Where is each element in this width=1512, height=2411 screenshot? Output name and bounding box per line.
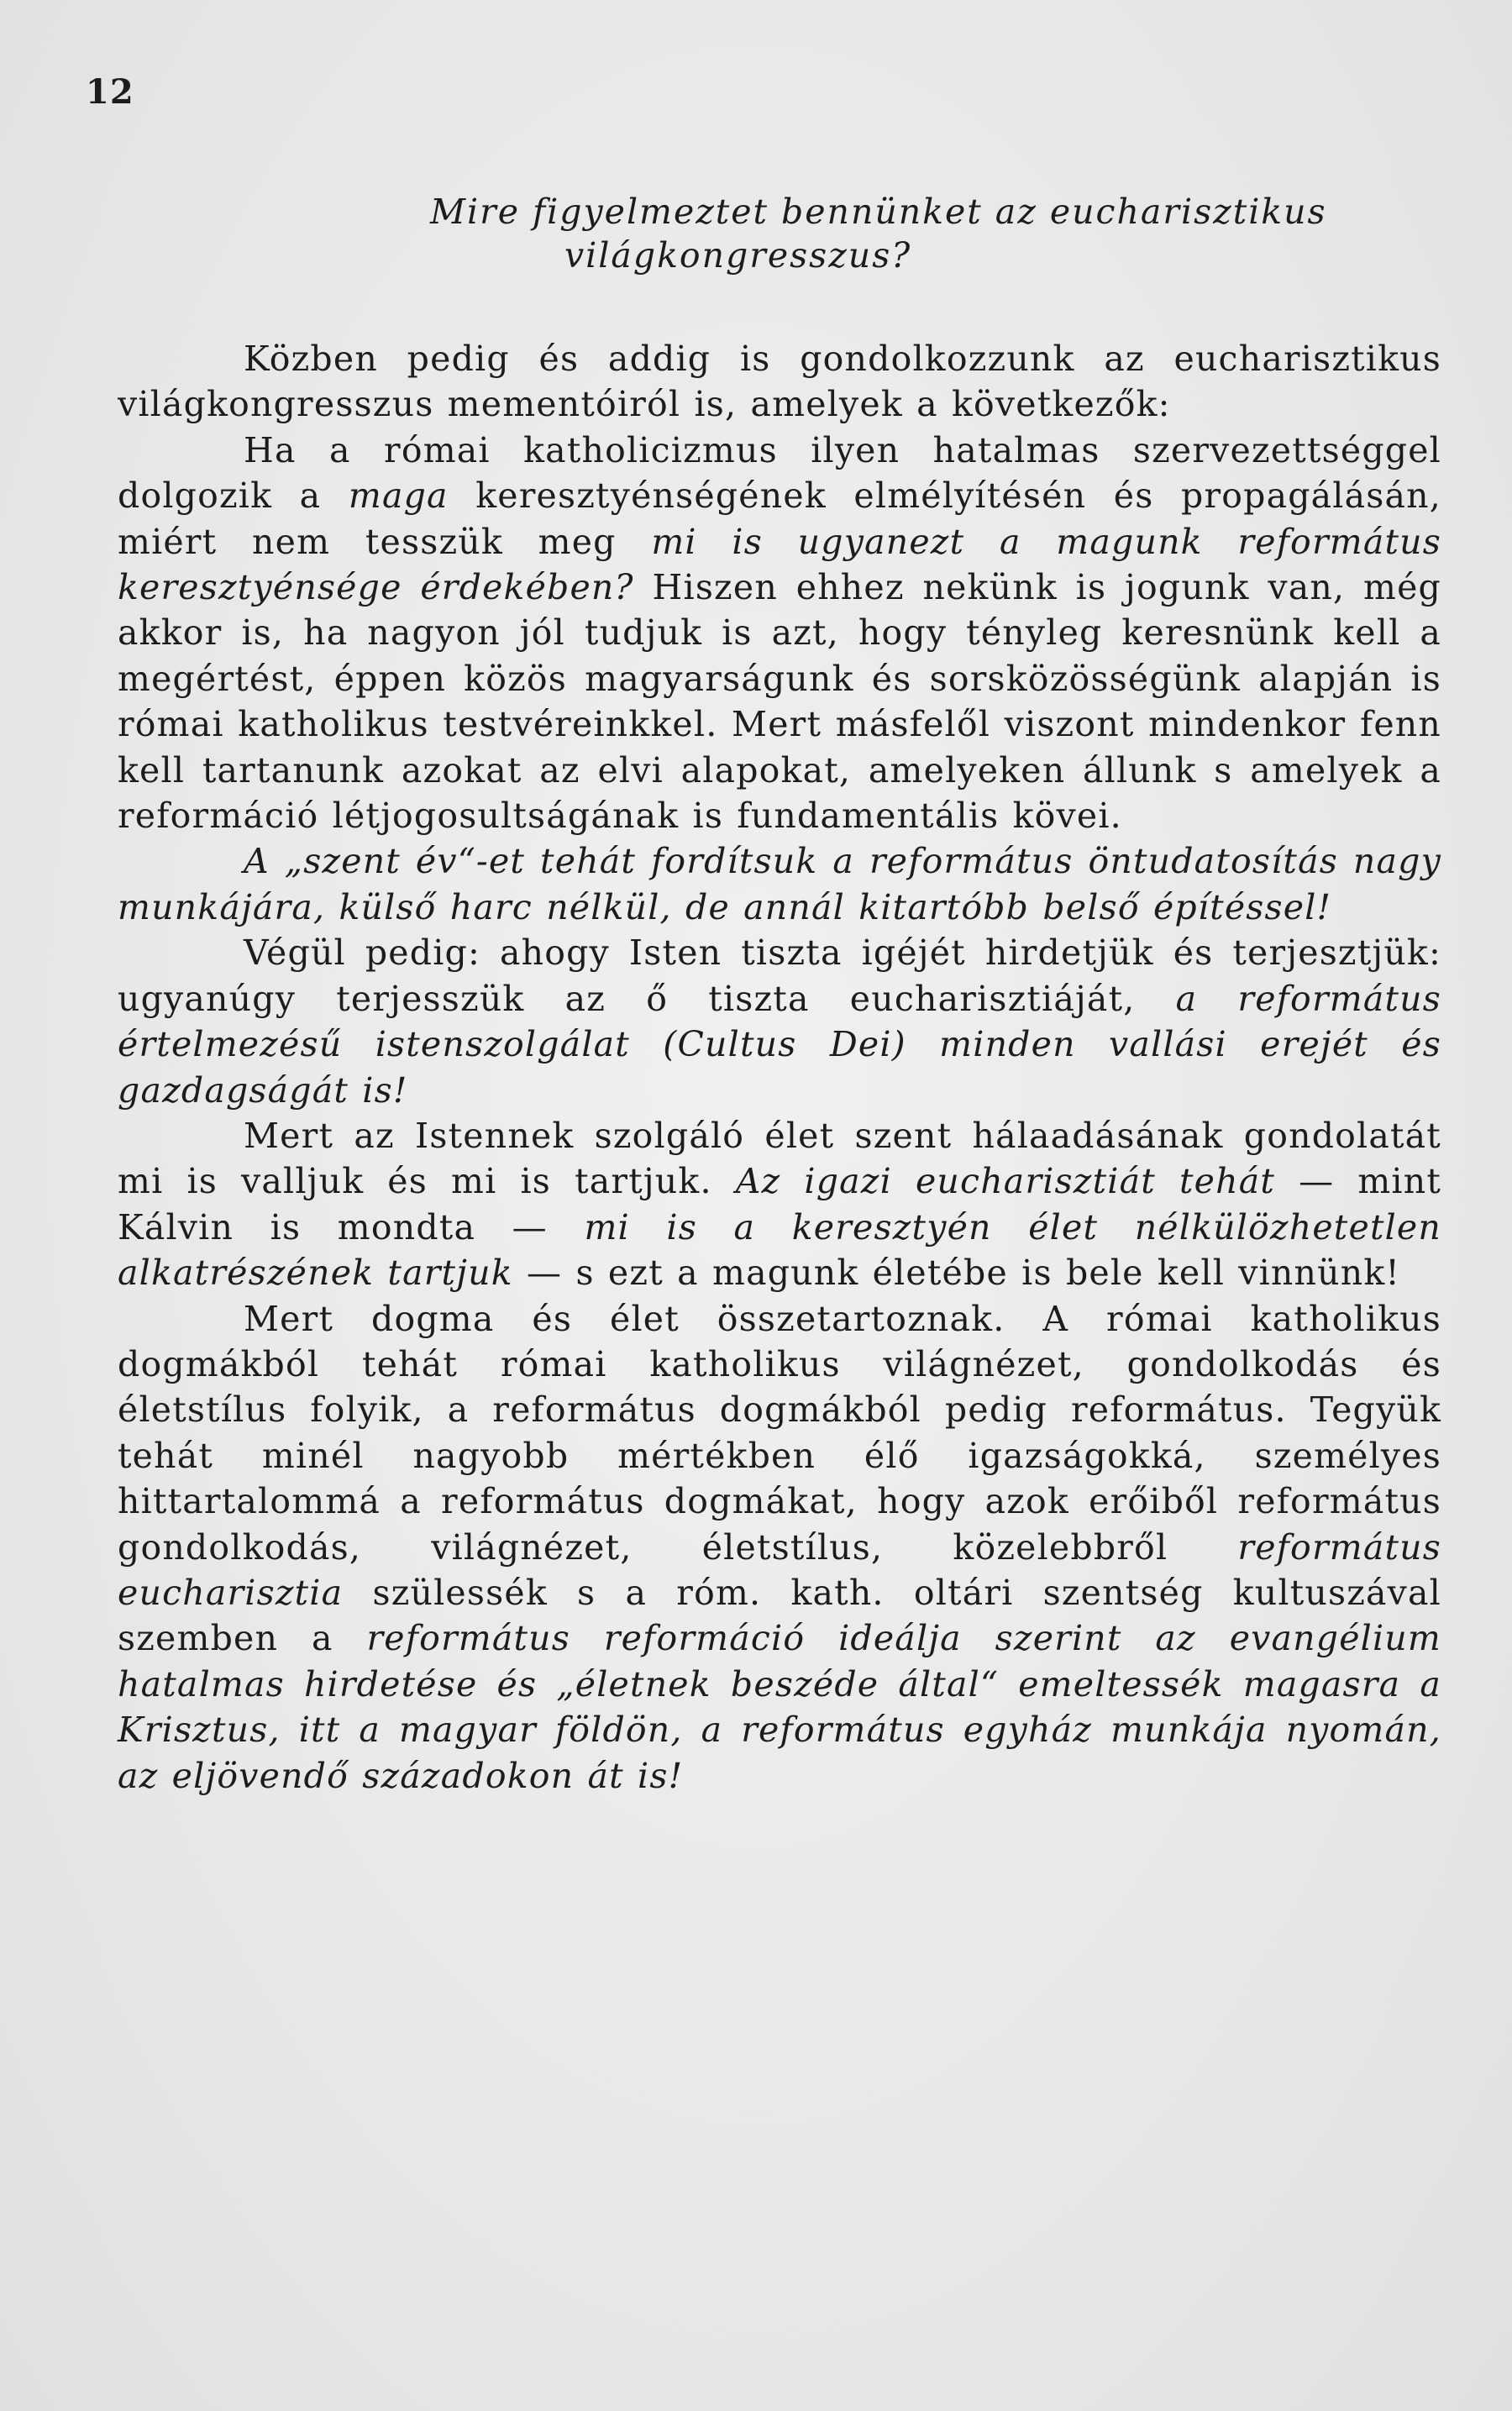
italic-run: maga xyxy=(348,475,449,517)
italic-run: a református értelmezésű istenszolgálat (Cultus Dei) minden vallási erejét és gazdagságát is! xyxy=(118,978,1441,1111)
section-heading xyxy=(430,190,1472,277)
italic-run: református reformáció ideálja szerint az evangélium hatalmas hirdetése és „életnek beszéde által“ emeltessék magasra a Krisztus, itt a magyar földön, a református egyház munkája nyomán, az eljövendő századokon át is! xyxy=(118,1618,1441,1796)
paragraph xyxy=(118,930,1441,1113)
italic-run: A „szent év“-et tehát fordítsuk a református öntudatosítás nagy munkájára, külső harc nélkül, de annál kitartóbb belső építéssel! xyxy=(118,841,1441,927)
paragraph xyxy=(118,838,1441,930)
text-run: keresztyénségének elmélyítésén és propagálásán, miért nem tesszük meg xyxy=(118,475,1441,562)
page-number: 12 xyxy=(86,72,134,112)
italic-run: mi is a keresztyén élet nélkülözhetetlen alkatrészének tartjuk xyxy=(118,1206,1441,1294)
paragraph xyxy=(118,1113,1441,1296)
text-run: — mint Kálvin is mondta — xyxy=(118,1161,1442,1248)
paragraph xyxy=(118,336,1441,428)
italic-run: Az igazi eucharisztiát tehát xyxy=(735,1161,1276,1202)
text-run: Mert az Istennek szolgáló élet szent hálaadásának gondolatát mi is valljuk és mi is tartjuk. xyxy=(118,1115,1441,1202)
body-text xyxy=(118,336,1441,1799)
text-run: szülessék s a róm. kath. oltári szentség kultuszával szemben a xyxy=(118,1572,1441,1659)
text-run: Hiszen ehhez nekünk is jogunk van, még akkor is, ha nagyon jól tudjuk is azt, hogy tényleg keresnünk kell a megértést, éppen közös magyarságunk és sorsközösségünk alapján is római katholikus testvéreinkkel. Mert másfelől viszont mindenkor fenn kell tartanunk azokat az elvi alapokat, amelyeken állunk s amelyek a reformáció létjogosultságának is fundamentális kövei. xyxy=(118,567,1441,837)
text-run: — s ezt a magunk életébe is bele kell vinnünk! xyxy=(512,1253,1401,1294)
text-run: Közben pedig és addig is gondolkozzunk az eucharisztikus világkongresszus mementóiról is, amelyek a következők: xyxy=(118,339,1441,425)
text-run: Ha a római katholicizmus ilyen hatalmas szervezettséggel dolgozik a xyxy=(118,429,1441,517)
paragraph xyxy=(118,428,1441,839)
italic-run: mi is ugyanezt a magunk református keresztyénsége érdekében? xyxy=(118,521,1441,608)
text-run: Mert dogma és élet összetartoznak. A római katholikus dogmákból tehát római katholikus világnézet, gondolkodás és életstílus folyik, a református dogmákból pedig református. Tegyük tehát minél nagyobb mértékben élő igazságokká, személyes hittartalommá a református dogmákat, hogy azok erőiből református gondolkodás, világnézet, életstílus, közelebbről xyxy=(118,1298,1441,1568)
text-run: Végül pedig: ahogy Isten tiszta igéjét hirdetjük és terjesztjük: ugyanúgy terjesszük az ő tiszta eucharisztiáját, xyxy=(118,932,1441,1019)
section-heading-line-2: világkongresszus? xyxy=(564,235,912,276)
italic-run: református eucharisztia xyxy=(118,1526,1441,1613)
paragraph xyxy=(118,1296,1441,1799)
section-heading-line-1: Mire figyelmeztet bennünket az eucharisztikus xyxy=(430,192,1327,232)
